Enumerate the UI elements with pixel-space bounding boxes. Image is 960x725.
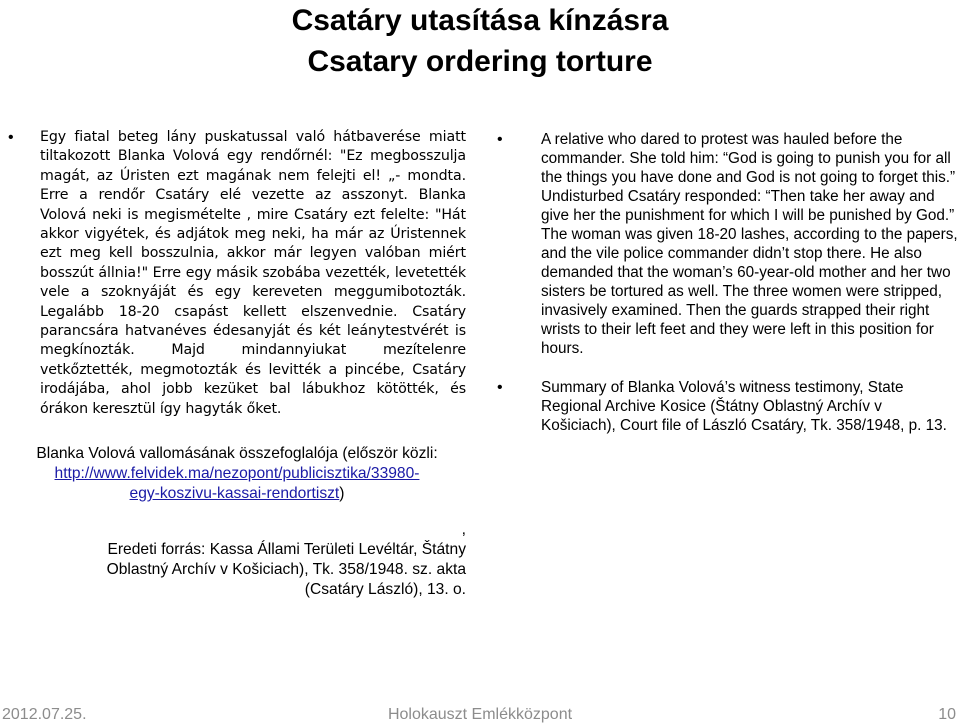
- hungarian-testimony-text: Egy fiatal beteg lány puskatussal való hátbaverése miatt tiltakozott Blanka Volová egy rendőrnél: "Ez megbosszulja magát, az Úristen ezt magának nem felejti el! „- mondta. Erre a rendőr Csatáry elé vezette az asszonyt. Blanka Volová neki is megismételte , mire Csatáry ezt felelte: "Hát akkor vigyétek, és adjátok meg neki, ha már az Úristennek ezt meg kell bosszulnia, akkor már legyen valóban miért bosszút állnia!" Erre egy másik szobába vezették, levetették vele a szoknyáját és egy kereveten meggumibotozták. Legalább 18-20 csapást kellett elszenvednie. Csatáry parancsára hatvanéves édesanyját és két leánytestvérét is megkínozták. Majd mindannyiukat mezítelenre vetkőztették, megmotozták és levitték a pincébe, Csatáry irodájába, ahol jobb kezüket bal lábukhoz kötötték, és órákon keresztül így hagyták őket.: [40, 129, 466, 417]
- footer-page-number: 10: [938, 706, 956, 723]
- original-source-line3: (Csatáry László), 13. o.: [304, 581, 466, 599]
- footer-organization: Holokauszt Emlékközpont: [387, 706, 573, 723]
- source-link-part1[interactable]: http://www.felvidek.ma/nezopont/publicisztika/33980-: [54, 465, 420, 483]
- right-column: [497, 130, 960, 435]
- source-link-part2[interactable]: egy-koszivu-kassai-rendortiszt: [129, 485, 340, 503]
- bullet-icon: •: [497, 379, 503, 396]
- original-source-comma: ,: [461, 521, 466, 539]
- english-bullet-item: [497, 130, 960, 358]
- bullet-icon: •: [8, 129, 14, 146]
- english-source-summary: Summary of Blanka Volová’s witness testimony, State Regional Archive Kosice (Štátny Oblastný Archív v Košiciach), Court file of László Csatáry, Tk. 358/1948, p. 13.: [541, 379, 947, 434]
- english-testimony-text: A relative who dared to protest was hauled before the commander. She told him: “God is going to punish you for all the things you have done and God is not going to forget this.” Undisturbed Csatáry responded: “Then take her away and give her the punishment for which I will be punished by God.” The woman was given 18-20 lashes, according to the papers, and the vile police commander didn’t stop there. He also demanded that the woman’s 60-year-old mother and her two sisters be tortured as well. The three women were stripped, invasively examined. Then the guards strapped their right wrists to their left feet and they were left in this position for hours.: [541, 131, 958, 357]
- english-bullet-item: [497, 378, 960, 435]
- hungarian-bullet-item: [8, 128, 466, 419]
- left-column: [8, 128, 466, 600]
- slide-title-hungarian: Csatáry utasítása kínzásra: [291, 4, 669, 37]
- original-source: [8, 520, 466, 600]
- summary-text: Blanka Volová vallomásának összefoglalója (először közli:: [36, 445, 438, 463]
- source-summary: [8, 444, 466, 504]
- link-close-paren: ): [339, 485, 345, 503]
- bullet-icon: •: [497, 131, 503, 148]
- original-source-line2: Oblastný Archív v Košiciach), Tk. 358/1948. sz. akta: [106, 561, 466, 579]
- original-source-line1: Eredeti forrás: Kassa Állami Területi Levéltár, Štátny: [107, 541, 466, 559]
- slide-title-english: Csatary ordering torture: [307, 45, 653, 78]
- footer-date: 2012.07.25.: [2, 706, 87, 723]
